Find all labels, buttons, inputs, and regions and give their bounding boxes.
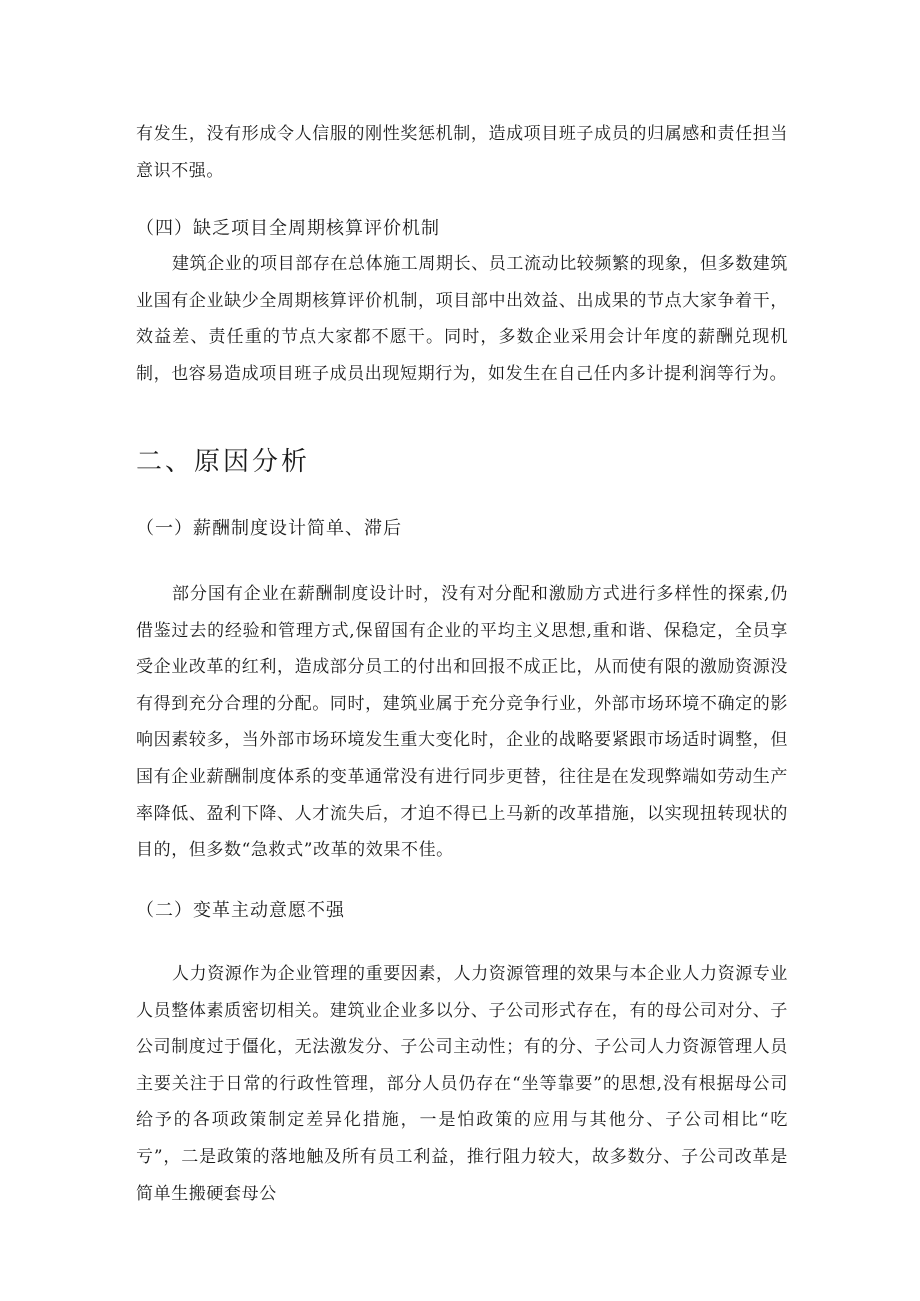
section-title-cause-analysis: 二、原因分析 [136, 447, 311, 477]
subheading-weak-reform-will: （二）变革主动意愿不强 [136, 900, 345, 921]
paragraph-full-cycle-evaluation: 建筑企业的项目部存在总体施工周期长、员工流动比较频繁的现象，但多数建筑业国有企业缺少全周期核算评价机制，项目部中出效益、出成果的节点大家争着干，效益差、责任重的节点大家都不愿干。同时，多数企业采用会计年度的薪酬兑现机制，也容易造成项目班子成员出现短期行为，如发生在自己任内多计提利润等行为。 [136, 254, 788, 384]
subheading-lack-of-full-cycle-evaluation: （四）缺乏项目全周期核算评价机制 [136, 218, 440, 239]
paragraph-weak-reform-will: 人力资源作为企业管理的重要因素，人力资源管理的效果与本企业人力资源专业人员整体素质密切相关。建筑业企业多以分、子公司形式存在，有的母公司对分、子公司制度过于僵化，无法激发分、子公司主动性；有的分、子公司人力资源管理人员主要关注于日常的行政性管理，部分人员仍存在“坐等靠要”的思想,没有根据母公司给予的各项政策制定差异化措施，一是怕政策的应用与其他分、子公司相比“吃亏”，二是政策的落地触及所有员工利益，推行阻力较大，故多数分、子公司改革是简单生搬硬套母公 [136, 964, 788, 1204]
subheading-salary-system-design: （一）薪酬制度设计简单、滞后 [136, 518, 402, 539]
paragraph-salary-system-design: 部分国有企业在薪酬制度设计时，没有对分配和激励方式进行多样性的探索,仍借鉴过去的经验和管理方式,保留国有企业的平均主义思想,重和谐、保稳定，全员享受企业改革的红利，造成部分员工的付出和回报不成正比，从而使有限的激励资源没有得到充分合理的分配。同时，建筑业属于充分竞争行业，外部市场环境不确定的影响因素较多，当外部市场环境发生重大变化时，企业的战略要紧跟市场适时调整，但国有企业薪酬制度体系的变革通常没有进行同步更替，往往是在发现弊端如劳动生产率降低、盈利下降、人才流失后，才迫不得已上马新的改革措施，以实现扭转现状的目的，但多数“急救式”改革的效果不佳。 [136, 584, 788, 861]
paragraph-continuation: 有发生，没有形成令人信服的刚性奖惩机制，造成项目班子成员的归属感和责任担当意识不强。 [136, 124, 788, 181]
